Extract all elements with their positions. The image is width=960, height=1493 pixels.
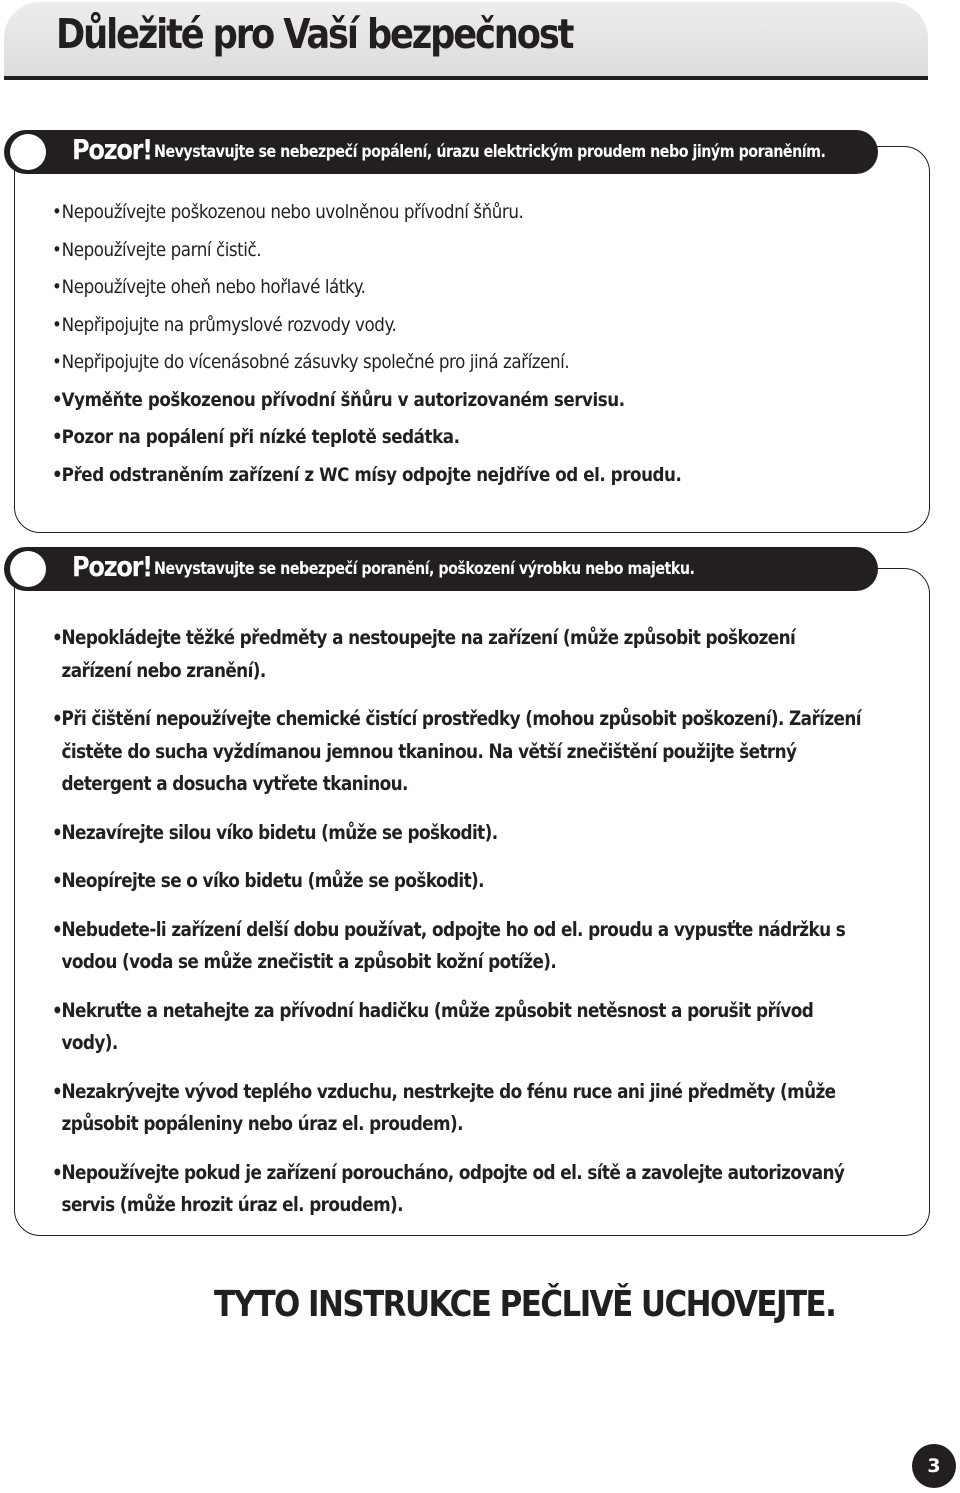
list-item: • Nebudete-li zařízení delší dobu používat, odpojte ho od el. proudu a vypusťte nádržku s vodou (voda se může znečistit a způsobit kožní potíže). xyxy=(52,917,846,973)
warning-text: Nevystavujte se nebezpečí poranění, poškození výrobku nebo majetku. xyxy=(154,559,695,579)
warning-label: Pozor! xyxy=(72,133,152,166)
list-item: • Nekruťte a netahejte za přívodní hadičku (může způsobit netěsnost a porušit přívod vody). xyxy=(52,998,814,1054)
list-item: •Nepřipojujte do vícenásobné zásuvky společné pro jiná zařízení. xyxy=(52,351,570,373)
warning-label: Pozor! xyxy=(72,550,152,583)
page-title: Důležité pro Vaší bezpečnost xyxy=(56,10,573,58)
warning-header-damage xyxy=(4,547,878,591)
list-item: •Nepoužívejte poškozenou nebo uvolněnou přívodní šňůru. xyxy=(52,201,524,223)
list-item: • Nezakrývejte vývod teplého vzduchu, nestrkejte do fénu ruce ani jiné předměty (může způsobit popáleniny nebo úraz el. proudem). xyxy=(52,1079,836,1135)
list-item: •Nepřipojujte na průmyslové rozvody vody. xyxy=(52,313,397,336)
list-item: •Před odstraněním zařízení z WC mísy odpojte nejdříve od el. proudu. xyxy=(52,463,682,486)
list-item: •Nepoužívejte oheň nebo hořlavé látky. xyxy=(52,276,366,298)
warning-circle-icon xyxy=(10,551,46,587)
page-number: 3 xyxy=(912,1444,956,1488)
warning-list-damage xyxy=(52,622,912,1222)
list-item: •Pozor na popálení při nízké teplotě sedátka. xyxy=(52,426,460,448)
list-item: • Nepokládejte těžké předměty a nestoupejte na zařízení (může způsobit poškození zařízení nebo zranění). xyxy=(52,626,796,682)
list-item: •Nepoužívejte parní čistič. xyxy=(52,238,262,261)
list-item: •Vyměňte poškozenou přívodní šňůru v autorizovaném servisu. xyxy=(52,388,625,411)
footer-note: TYTO INSTRUKCE PEČLIVĚ UCHOVEJTE. xyxy=(214,1284,836,1325)
warning-circle-icon xyxy=(10,134,46,170)
title-bar xyxy=(4,2,928,80)
warning-list-fire xyxy=(52,198,767,498)
list-item: • Nepoužívejte pokud je zařízení poroucháno, odpojte od el. sítě a zavolejte autorizovaný servis (může hrozit úraz el. proudem). xyxy=(52,1160,845,1216)
warning-header-fire xyxy=(4,130,878,174)
list-item: • Neopírejte se o víko bidetu (může se poškodit). xyxy=(52,869,484,892)
warning-text: Nevystavujte se nebezpečí popálení, úrazu elektrickým proudem nebo jiným poraněním. xyxy=(154,142,826,162)
list-item: • Nezavírejte silou víko bidetu (může se poškodit). xyxy=(52,820,498,844)
list-item: • Při čištění nepoužívejte chemické čistící prostředky (mohou způsobit poškození). Zařízení čistěte do sucha vyždímanou jemnou tkaninou. Na větší znečištění použijte šetrný detergent a dosucha vytřete tkaninou. xyxy=(52,707,861,795)
